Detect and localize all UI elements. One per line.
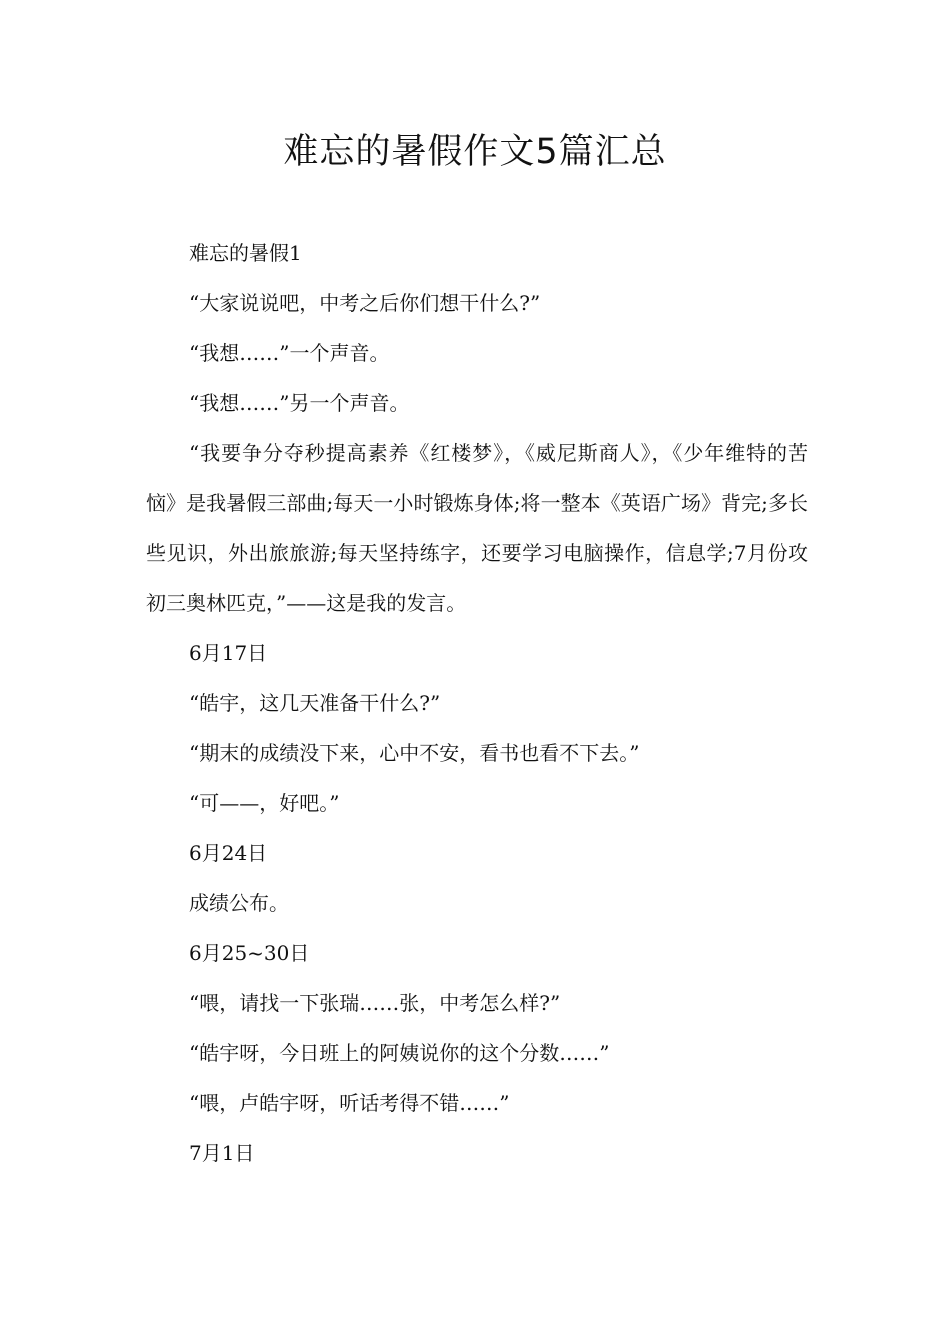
date-heading: 7月1日 xyxy=(189,1141,255,1165)
paragraph: “我想……”另一个声音。 xyxy=(189,391,410,415)
date-heading: 6月25~30日 xyxy=(189,941,310,965)
paragraph: “期末的成绩没下来，心中不安，看书也看不下去。” xyxy=(189,741,640,765)
paragraph: “大家说说吧，中考之后你们想干什么?” xyxy=(189,291,541,315)
paragraph: “可——，好吧。” xyxy=(189,791,340,815)
date-heading: 6月24日 xyxy=(189,841,268,865)
document-title: 难忘的暑假作文5篇汇总 xyxy=(283,132,667,172)
paragraph: “喂，卢皓宇呀，听话考得不错……” xyxy=(189,1091,510,1115)
paragraph: 成绩公布。 xyxy=(189,891,289,915)
paragraph: 难忘的暑假1 xyxy=(189,241,302,265)
paragraph: “喂，请找一下张瑞……张，中考怎么样?” xyxy=(189,991,561,1015)
document-body xyxy=(146,228,808,1178)
date-heading: 6月17日 xyxy=(189,641,268,665)
paragraph: “我想……”一个声音。 xyxy=(189,341,390,365)
paragraph: “皓宇，这几天准备干什么?” xyxy=(189,691,441,715)
paragraph: “我要争分夺秒提高素养《红楼梦》，《威尼斯商人》，《少年维特的苦恼》是我暑假三部曲;每天一小时锻炼身体;将一整本《英语广场》背完;多长些见识，外出旅旅游;每天坚持练字，还要学习电脑操作，信息学;7月份攻初三奥林匹克，”——这是我的发言。 xyxy=(146,441,808,615)
paragraph: “皓宇呀，今日班上的阿姨说你的这个分数……” xyxy=(189,1041,610,1065)
